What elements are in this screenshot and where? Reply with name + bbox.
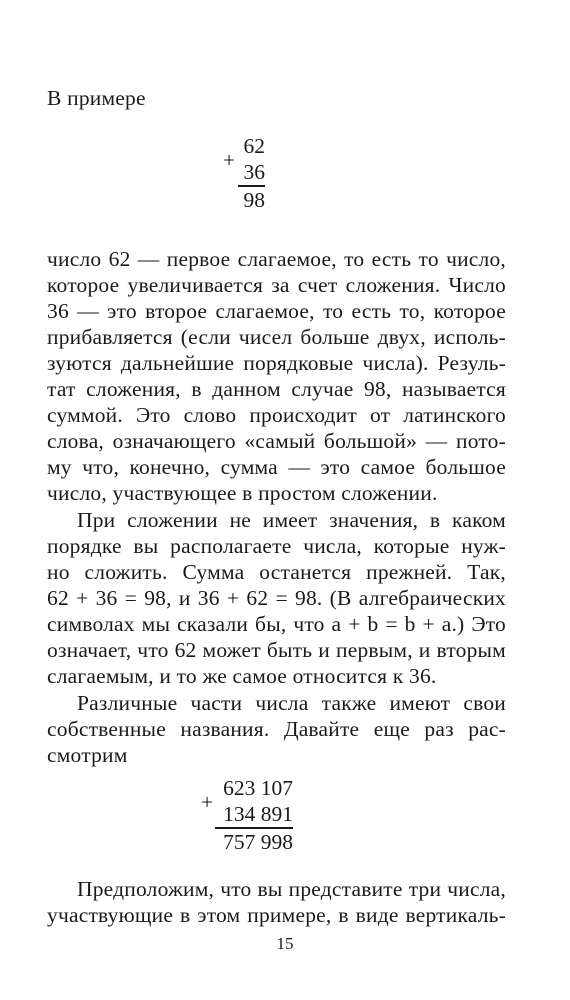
paragraph-line: символах мы сказали бы, что a + b = b + a.) Это — [47, 612, 506, 636]
sum-result: 98 — [243, 188, 265, 212]
paragraph-line: но сложить. Сумма останется прежней. Так, — [47, 560, 506, 584]
paragraph-line: число 62 — первое слагаемое, то есть то число, — [47, 247, 506, 271]
paragraph-line: 36 — это второе слагаемое, то есть то, которое — [47, 299, 506, 323]
paragraph-line: слова, означающего «самый большой» — пото- — [47, 429, 506, 453]
paragraph-line: порядке вы располагаете числа, которые нуж- — [47, 534, 506, 558]
paragraph-line: смотрим — [47, 743, 128, 767]
paragraph-line: Различные части числа также имеют свои — [77, 691, 506, 715]
addition-example-2 — [195, 775, 293, 855]
plus-sign: + — [201, 790, 214, 814]
page-number: 15 — [276, 934, 294, 953]
paragraph-line: означает, что 62 может быть и первым, и вторым — [47, 638, 506, 662]
paragraph-line: собственные названия. Давайте еще раз рас- — [47, 717, 506, 741]
first-addend: 62 — [243, 134, 265, 158]
intro-text: В примере — [47, 86, 146, 110]
addition-example-1 — [215, 133, 265, 213]
paragraph-line: слагаемым, и то же самое относится к 36. — [47, 664, 437, 688]
first-addend: 623 107 — [223, 776, 293, 800]
paragraph-line: 62 + 36 = 98, и 36 + 62 = 98. (В алгебраических — [47, 586, 506, 610]
paragraph-line: При сложении не имеет значения, в каком — [77, 508, 506, 532]
paragraph-line: суммой. Это слово происходит от латинского — [47, 403, 506, 427]
paragraph-line: которое увеличивается за счет сложения. Число — [47, 273, 506, 297]
paragraph-line: число, участвующее в простом сложении. — [47, 481, 438, 505]
paragraph-line: прибавляется (если чисел больше двух, исполь- — [47, 325, 506, 349]
paragraph-line: Предположим, что вы представите три числа, — [77, 877, 506, 901]
second-addend: 36 — [243, 160, 265, 184]
paragraph-line: тат сложения, в данном случае 98, называется — [47, 377, 506, 401]
second-addend: 134 891 — [223, 802, 293, 826]
sum-result: 757 998 — [223, 830, 293, 854]
paragraph-line: участвующие в этом примере, в виде вертикаль- — [47, 903, 506, 927]
plus-sign: + — [223, 148, 236, 172]
paragraph-line: зуются дальнейшие порядковые числа). Резуль- — [47, 351, 506, 375]
paragraph-line: му что, конечно, сумма — это самое большое — [47, 455, 506, 479]
